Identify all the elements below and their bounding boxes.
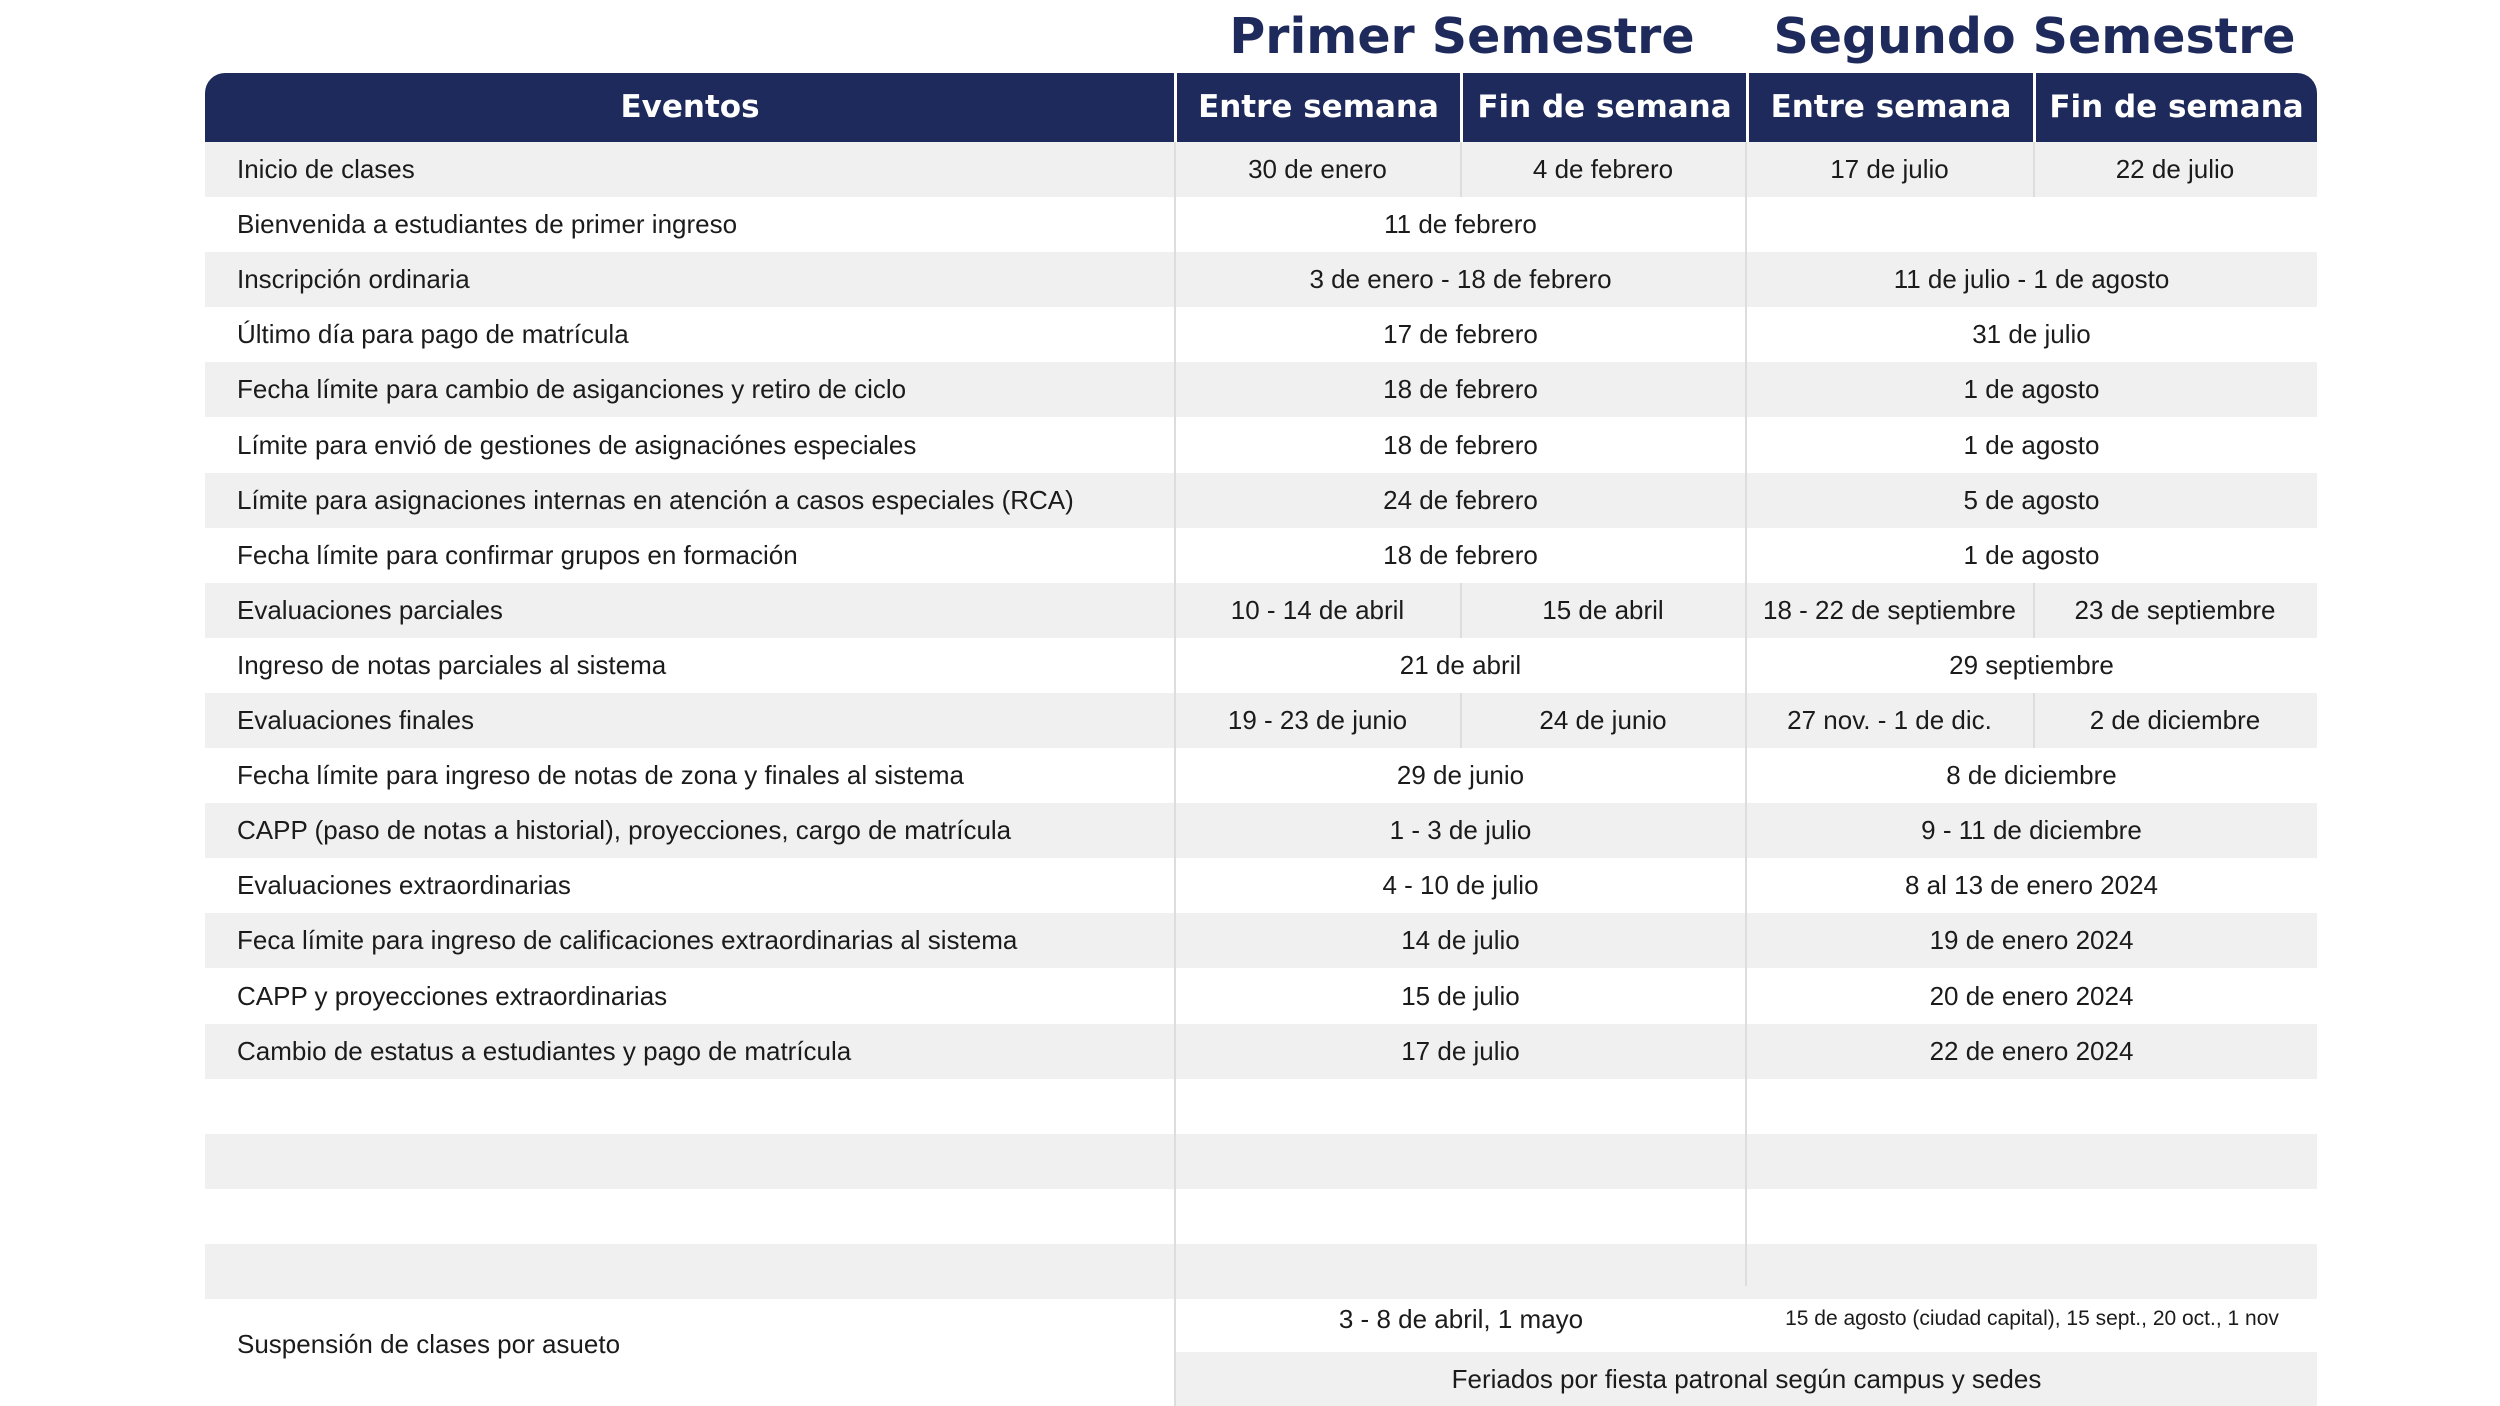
s2-date: [1746, 1189, 2317, 1244]
s1-date: 29 de junio: [1396, 760, 1525, 790]
table-row: [205, 418, 2317, 473]
s1-date: 17 de julio: [1401, 1036, 1520, 1066]
event-name: Fecha límite para ingreso de notas de zona y finales al sistema: [237, 760, 964, 790]
s2-date: [1746, 197, 2317, 252]
asueto-s1-dates: 3 - 8 de abril, 1 mayo: [1338, 1304, 1584, 1334]
s2-date: [1746, 1079, 2317, 1134]
asueto-label: Suspensión de clases por asueto: [237, 1329, 621, 1359]
table-row: [205, 803, 2317, 858]
header-eventos: Eventos: [620, 89, 760, 125]
s2-fin-semana-date: 23 de septiembre: [2074, 595, 2276, 625]
column-divider: [1174, 142, 1176, 1406]
event-name: Evaluaciones extraordinarias: [237, 870, 571, 900]
s2-date: 31 de julio: [1972, 319, 2091, 349]
event-name: Feca límite para ingreso de calificaciones extraordinarias al sistema: [237, 925, 1018, 955]
table-row: [205, 748, 2317, 803]
header-s1-entre-semana: Entre semana: [1198, 89, 1439, 125]
header-s1-fin-semana: Fin de semana: [1477, 89, 1732, 125]
s1-date: 18 de febrero: [1383, 540, 1538, 570]
s2-date: 5 de agosto: [1963, 485, 2100, 515]
s2-entre-semana-date: 27 nov. - 1 de dic.: [1787, 705, 1992, 735]
s1-date: 21 de abril: [1399, 650, 1522, 680]
table-row: [205, 142, 2317, 197]
table-row: [205, 969, 2317, 1024]
s1-date: 1 - 3 de julio: [1389, 815, 1532, 845]
s2-date: 29 septiembre: [1949, 650, 2114, 680]
s2-date: 8 al 13 de enero 2024: [1905, 870, 2158, 900]
table-row: [205, 528, 2317, 583]
table-row: [205, 638, 2317, 693]
table-row: [205, 858, 2317, 913]
s1-date: 14 de julio: [1401, 925, 1520, 955]
table-row: [205, 1024, 2317, 1079]
table-row: [205, 583, 2317, 638]
s2-date: [1746, 1134, 2317, 1189]
event-name: Inscripción ordinaria: [237, 264, 470, 294]
feriados-note: Feriados por fiesta patronal según campus y sedes: [1176, 1352, 2317, 1406]
asueto-s2-dates: 15 de agosto (ciudad capital), 15 sept., 20 oct., 1 nov: [1785, 1307, 2279, 1330]
s1-fin-semana-date: 24 de junio: [1539, 705, 1667, 735]
table-header: [205, 73, 2317, 142]
s1-date: 17 de febrero: [1383, 319, 1538, 349]
s1-date: [1175, 1079, 1746, 1134]
event-name: Límite para envió de gestiones de asignaciónes especiales: [237, 430, 917, 460]
s2-date: 9 - 11 de diciembre: [1921, 815, 2142, 845]
header-s2-fin-semana: Fin de semana: [2049, 89, 2304, 125]
s2-date: 1 de agosto: [1963, 430, 2100, 460]
table-row: [205, 913, 2317, 968]
table-row: [205, 1079, 2317, 1134]
s2-date: 1 de agosto: [1963, 540, 2100, 570]
table-row: [205, 693, 2317, 748]
header-s2-entre-semana: Entre semana: [1770, 89, 2012, 125]
column-divider: [1745, 142, 1747, 1286]
event-name: Límite para asignaciones internas en atención a casos especiales (RCA): [237, 485, 1074, 515]
s2-fin-semana-date: 2 de diciembre: [2089, 705, 2261, 735]
table-row: [205, 362, 2317, 417]
s1-date: [1175, 1189, 1746, 1244]
s1-date: 3 de enero - 18 de febrero: [1309, 264, 1612, 294]
event-name: Evaluaciones parciales: [237, 595, 503, 625]
table-row: [205, 197, 2317, 252]
s1-fin-semana-date: 4 de febrero: [1532, 154, 1674, 184]
s1-date: 15 de julio: [1401, 981, 1520, 1011]
s1-fin-semana-date: 15 de abril: [1542, 595, 1664, 625]
s1-entre-semana-date: 10 - 14 de abril: [1230, 595, 1405, 625]
s2-date: 8 de diciembre: [1946, 760, 2117, 790]
s2-date: 11 de julio - 1 de agosto: [1893, 264, 2170, 294]
s1-date: 18 de febrero: [1383, 430, 1538, 460]
table-row: [205, 473, 2317, 528]
s2-date: 19 de enero 2024: [1929, 925, 2134, 955]
event-name: CAPP y proyecciones extraordinarias: [237, 981, 668, 1011]
s2-entre-semana-date: 18 - 22 de septiembre: [1763, 595, 2016, 625]
table-row: [205, 252, 2317, 307]
s2-date: 1 de agosto: [1963, 374, 2100, 404]
event-name: Cambio de estatus a estudiantes y pago de matrícula: [237, 1036, 852, 1066]
semester-2-title: Segundo Semestre: [1773, 8, 2296, 65]
event-name: Inicio de clases: [237, 154, 415, 184]
s1-date: 18 de febrero: [1383, 374, 1538, 404]
event-name: Último día para pago de matrícula: [237, 319, 629, 349]
s1-entre-semana-date: 30 de enero: [1248, 154, 1387, 184]
s1-entre-semana-date: 19 - 23 de junio: [1227, 705, 1408, 735]
semester-1-title: Primer Semestre: [1229, 8, 1695, 65]
event-name: Bienvenida a estudiantes de primer ingreso: [237, 209, 738, 239]
asueto-row: [205, 1286, 2317, 1406]
table-row: [205, 1134, 2317, 1189]
s1-date: 4 - 10 de julio: [1382, 870, 1539, 900]
s2-entre-semana-date: 17 de julio: [1830, 154, 1949, 184]
table-row: [205, 1189, 2317, 1244]
s1-date: 11 de febrero: [1384, 209, 1537, 239]
event-name: Ingreso de notas parciales al sistema: [237, 650, 667, 680]
s1-date: 24 de febrero: [1383, 485, 1538, 515]
s2-date: 22 de enero 2024: [1929, 1036, 2134, 1066]
table-row: [205, 307, 2317, 362]
s2-fin-semana-date: 22 de julio: [2115, 154, 2235, 184]
s1-date: [1175, 1134, 1746, 1189]
s2-date: 20 de enero 2024: [1929, 981, 2134, 1011]
event-name: Evaluaciones finales: [237, 705, 475, 735]
event-name: Fecha límite para confirmar grupos en formación: [237, 540, 798, 570]
event-name: CAPP (paso de notas a historial), proyecciones, cargo de matrícula: [237, 815, 1012, 845]
event-name: Fecha límite para cambio de asiganciones y retiro de ciclo: [237, 374, 907, 404]
